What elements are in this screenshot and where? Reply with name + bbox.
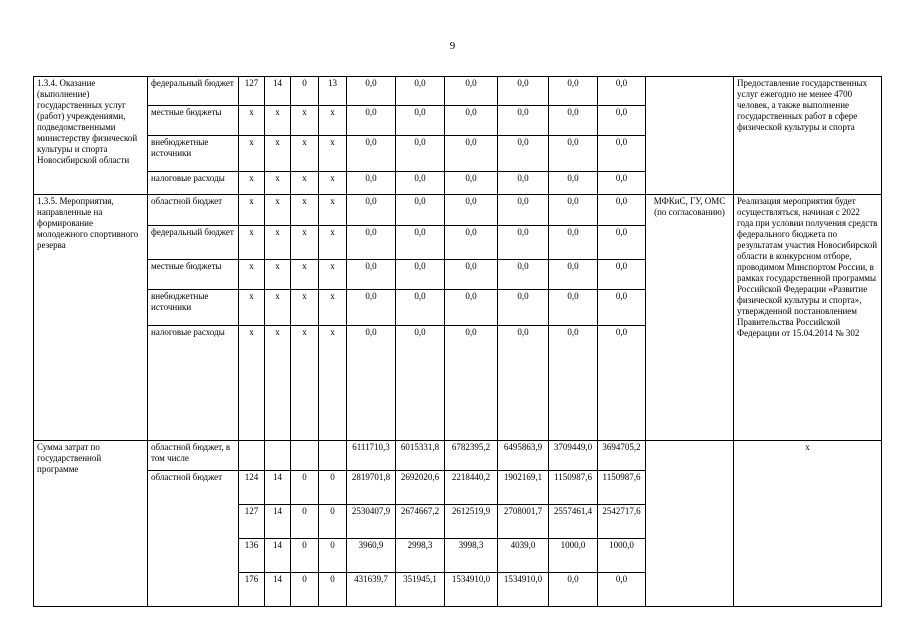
budget-code-cell: x	[239, 172, 265, 195]
amount-cell: 0,0	[445, 106, 498, 136]
budget-code-cell	[319, 441, 347, 471]
amount-cell: 1150987,6	[598, 471, 646, 505]
amount-cell: 0,0	[396, 290, 445, 326]
budget-code-cell: x	[291, 226, 319, 260]
amount-cell: 2819701,8	[347, 471, 396, 505]
budget-code-cell: x	[291, 290, 319, 326]
amount-cell: 1534910,0	[498, 573, 549, 607]
amount-cell: 0,0	[445, 326, 498, 441]
budget-code-cell: 0	[319, 471, 347, 505]
amount-cell: 0,0	[347, 226, 396, 260]
amount-cell: 6111710,3	[347, 441, 396, 471]
amount-cell: 3960,9	[347, 539, 396, 573]
amount-cell: 0,0	[598, 326, 646, 441]
budget-code-cell: 0	[319, 539, 347, 573]
budget-code-cell: x	[291, 326, 319, 441]
funding-source-cell: федеральный бюджет	[148, 226, 239, 260]
amount-cell: 0,0	[598, 77, 646, 106]
budget-code-cell: x	[265, 290, 291, 326]
table-row	[34, 77, 882, 106]
amount-cell: 2692020,6	[396, 471, 445, 505]
budget-code-cell: x	[239, 290, 265, 326]
amount-cell: 0,0	[498, 136, 549, 172]
amount-cell: 1534910,0	[445, 573, 498, 607]
budget-code-cell: x	[291, 106, 319, 136]
amount-cell: 0,0	[549, 195, 598, 226]
amount-cell: 0,0	[347, 290, 396, 326]
amount-cell: 2708001,7	[498, 505, 549, 539]
amount-cell: 0,0	[598, 136, 646, 172]
amount-cell: 0,0	[549, 290, 598, 326]
measure-name-cell: 1.3.5. Мероприятия, направленные на формирование молодежного спортивного резерва	[34, 195, 148, 441]
amount-cell: 6495863,9	[498, 441, 549, 471]
budget-code-cell: 14	[265, 77, 291, 106]
executor-cell	[646, 441, 734, 607]
amount-cell: 2674667,2	[396, 505, 445, 539]
budget-code-cell: x	[319, 106, 347, 136]
budget-code-cell: x	[291, 136, 319, 172]
amount-cell: 0,0	[598, 260, 646, 290]
amount-cell: 1000,0	[549, 539, 598, 573]
budget-code-cell: x	[265, 195, 291, 226]
amount-cell: 0,0	[549, 77, 598, 106]
amount-cell: 0,0	[498, 106, 549, 136]
amount-cell: 0,0	[396, 260, 445, 290]
budget-code-cell: x	[291, 172, 319, 195]
amount-cell: 0,0	[549, 326, 598, 441]
funding-source-cell: налоговые расходы	[148, 326, 239, 441]
amount-cell: 0,0	[347, 326, 396, 441]
amount-cell: 0,0	[445, 136, 498, 172]
amount-cell: 0,0	[445, 195, 498, 226]
amount-cell: 0,0	[549, 573, 598, 607]
amount-cell: 0,0	[396, 326, 445, 441]
funding-source-cell: внебюджетные источники	[148, 290, 239, 326]
budget-code-cell: 124	[239, 471, 265, 505]
amount-cell: 0,0	[445, 172, 498, 195]
budget-code-cell: x	[291, 195, 319, 226]
budget-code-cell: 127	[239, 505, 265, 539]
expected-result-cell: x	[734, 441, 882, 607]
budget-code-cell: 127	[239, 77, 265, 106]
executor-cell: МФКиС, ГУ, ОМС (по согласованию)	[646, 195, 734, 441]
amount-cell: 3694705,2	[598, 441, 646, 471]
budget-code-cell: x	[239, 136, 265, 172]
budget-code-cell: x	[319, 195, 347, 226]
budget-code-cell: 0	[291, 539, 319, 573]
amount-cell: 0,0	[445, 77, 498, 106]
funding-source-cell: областной бюджет	[148, 471, 239, 607]
amount-cell: 0,0	[598, 195, 646, 226]
budget-code-cell: 0	[291, 573, 319, 607]
amount-cell: 0,0	[498, 77, 549, 106]
amount-cell: 1000,0	[598, 539, 646, 573]
amount-cell: 0,0	[396, 136, 445, 172]
funding-source-cell: областной бюджет	[148, 195, 239, 226]
budget-code-cell: x	[319, 326, 347, 441]
budget-code-cell: x	[291, 260, 319, 290]
budget-code-cell: x	[239, 326, 265, 441]
expected-result-cell: Предоставление государственных услуг ежегодно не менее 4700 человек, а также выполнение государственных работ в сфере физической культуры и спорта	[734, 77, 882, 195]
amount-cell: 0,0	[549, 260, 598, 290]
budget-code-cell: x	[319, 172, 347, 195]
amount-cell: 2998,3	[396, 539, 445, 573]
amount-cell: 0,0	[347, 106, 396, 136]
budget-code-cell: 0	[319, 573, 347, 607]
amount-cell: 0,0	[347, 195, 396, 226]
funding-source-cell: местные бюджеты	[148, 260, 239, 290]
amount-cell: 0,0	[396, 195, 445, 226]
amount-cell: 6015331,8	[396, 441, 445, 471]
budget-code-cell: 14	[265, 539, 291, 573]
program-budget-table	[33, 76, 882, 607]
amount-cell: 0,0	[549, 226, 598, 260]
budget-code-cell: x	[265, 106, 291, 136]
executor-cell	[646, 77, 734, 195]
budget-code-cell	[265, 441, 291, 471]
budget-code-cell: x	[265, 226, 291, 260]
budget-code-cell: x	[265, 136, 291, 172]
amount-cell: 0,0	[445, 226, 498, 260]
budget-code-cell: x	[319, 290, 347, 326]
amount-cell: 0,0	[549, 136, 598, 172]
budget-code-cell	[239, 441, 265, 471]
amount-cell: 1902169,1	[498, 471, 549, 505]
amount-cell: 0,0	[498, 290, 549, 326]
amount-cell: 2612519,9	[445, 505, 498, 539]
measure-name-cell: 1.3.4. Оказание (выполнение) государственных услуг (работ) учреждениями, подведомственными министерству физической культуры и спорта Новосибирской области	[34, 77, 148, 195]
amount-cell: 0,0	[498, 226, 549, 260]
amount-cell: 1150987,6	[549, 471, 598, 505]
page-number: 9	[449, 40, 456, 52]
budget-code-cell: 136	[239, 539, 265, 573]
amount-cell: 0,0	[445, 260, 498, 290]
amount-cell: 0,0	[445, 290, 498, 326]
budget-code-cell: x	[239, 106, 265, 136]
amount-cell: 0,0	[347, 260, 396, 290]
budget-code-cell: 0	[291, 505, 319, 539]
budget-code-cell: x	[239, 195, 265, 226]
funding-source-cell: областной бюджет, в том числе	[148, 441, 239, 471]
table-row	[34, 441, 882, 471]
amount-cell: 0,0	[498, 195, 549, 226]
amount-cell: 0,0	[396, 77, 445, 106]
budget-code-cell: 0	[291, 77, 319, 106]
amount-cell: 0,0	[598, 172, 646, 195]
amount-cell: 3709449,0	[549, 441, 598, 471]
amount-cell: 0,0	[347, 77, 396, 106]
budget-code-cell	[291, 441, 319, 471]
budget-code-cell: x	[265, 326, 291, 441]
budget-code-cell: 13	[319, 77, 347, 106]
amount-cell: 0,0	[598, 106, 646, 136]
amount-cell: 0,0	[347, 172, 396, 195]
table-row	[34, 195, 882, 226]
budget-code-cell: 0	[319, 505, 347, 539]
amount-cell: 3998,3	[445, 539, 498, 573]
amount-cell: 0,0	[347, 136, 396, 172]
amount-cell: 0,0	[598, 573, 646, 607]
amount-cell: 4039,0	[498, 539, 549, 573]
amount-cell: 0,0	[598, 290, 646, 326]
amount-cell: 6782395,2	[445, 441, 498, 471]
funding-source-cell: местные бюджеты	[148, 106, 239, 136]
budget-code-cell: x	[319, 226, 347, 260]
amount-cell: 351945,1	[396, 573, 445, 607]
amount-cell: 0,0	[598, 226, 646, 260]
amount-cell: 0,0	[549, 106, 598, 136]
amount-cell: 0,0	[498, 260, 549, 290]
funding-source-cell: внебюджетные источники	[148, 136, 239, 172]
amount-cell: 2530407,9	[347, 505, 396, 539]
budget-code-cell: 176	[239, 573, 265, 607]
budget-code-cell: x	[319, 260, 347, 290]
amount-cell: 0,0	[498, 172, 549, 195]
amount-cell: 0,0	[396, 106, 445, 136]
budget-code-cell: x	[239, 226, 265, 260]
budget-code-cell: 14	[265, 505, 291, 539]
amount-cell: 0,0	[498, 326, 549, 441]
amount-cell: 431639,7	[347, 573, 396, 607]
amount-cell: 2218440,2	[445, 471, 498, 505]
amount-cell: 0,0	[549, 172, 598, 195]
budget-code-cell: 0	[291, 471, 319, 505]
funding-source-cell: налоговые расходы	[148, 172, 239, 195]
amount-cell: 2557461,4	[549, 505, 598, 539]
budget-code-cell: x	[265, 172, 291, 195]
amount-cell: 2542717,6	[598, 505, 646, 539]
funding-source-cell: федеральный бюджет	[148, 77, 239, 106]
amount-cell: 0,0	[396, 226, 445, 260]
budget-code-cell: x	[319, 136, 347, 172]
budget-code-cell: 14	[265, 573, 291, 607]
budget-code-cell: x	[239, 260, 265, 290]
budget-code-cell: 14	[265, 471, 291, 505]
amount-cell: 0,0	[396, 172, 445, 195]
expected-result-cell: Реализация мероприятия будет осуществляться, начиная с 2022 года при условии получения средств федерального бюджета по результатам участия Новосибирской области в конкурсном отборе, проводимом Минспортом России, в рамках государственной программы Российской Федерации «Развитие физической культуры и спорта», утвержденной постановлением Правительства Российской Федерации от 15.04.2014 № 302	[734, 195, 882, 441]
budget-code-cell: x	[265, 260, 291, 290]
total-name-cell: Сумма затрат по государственной программе	[34, 441, 148, 607]
